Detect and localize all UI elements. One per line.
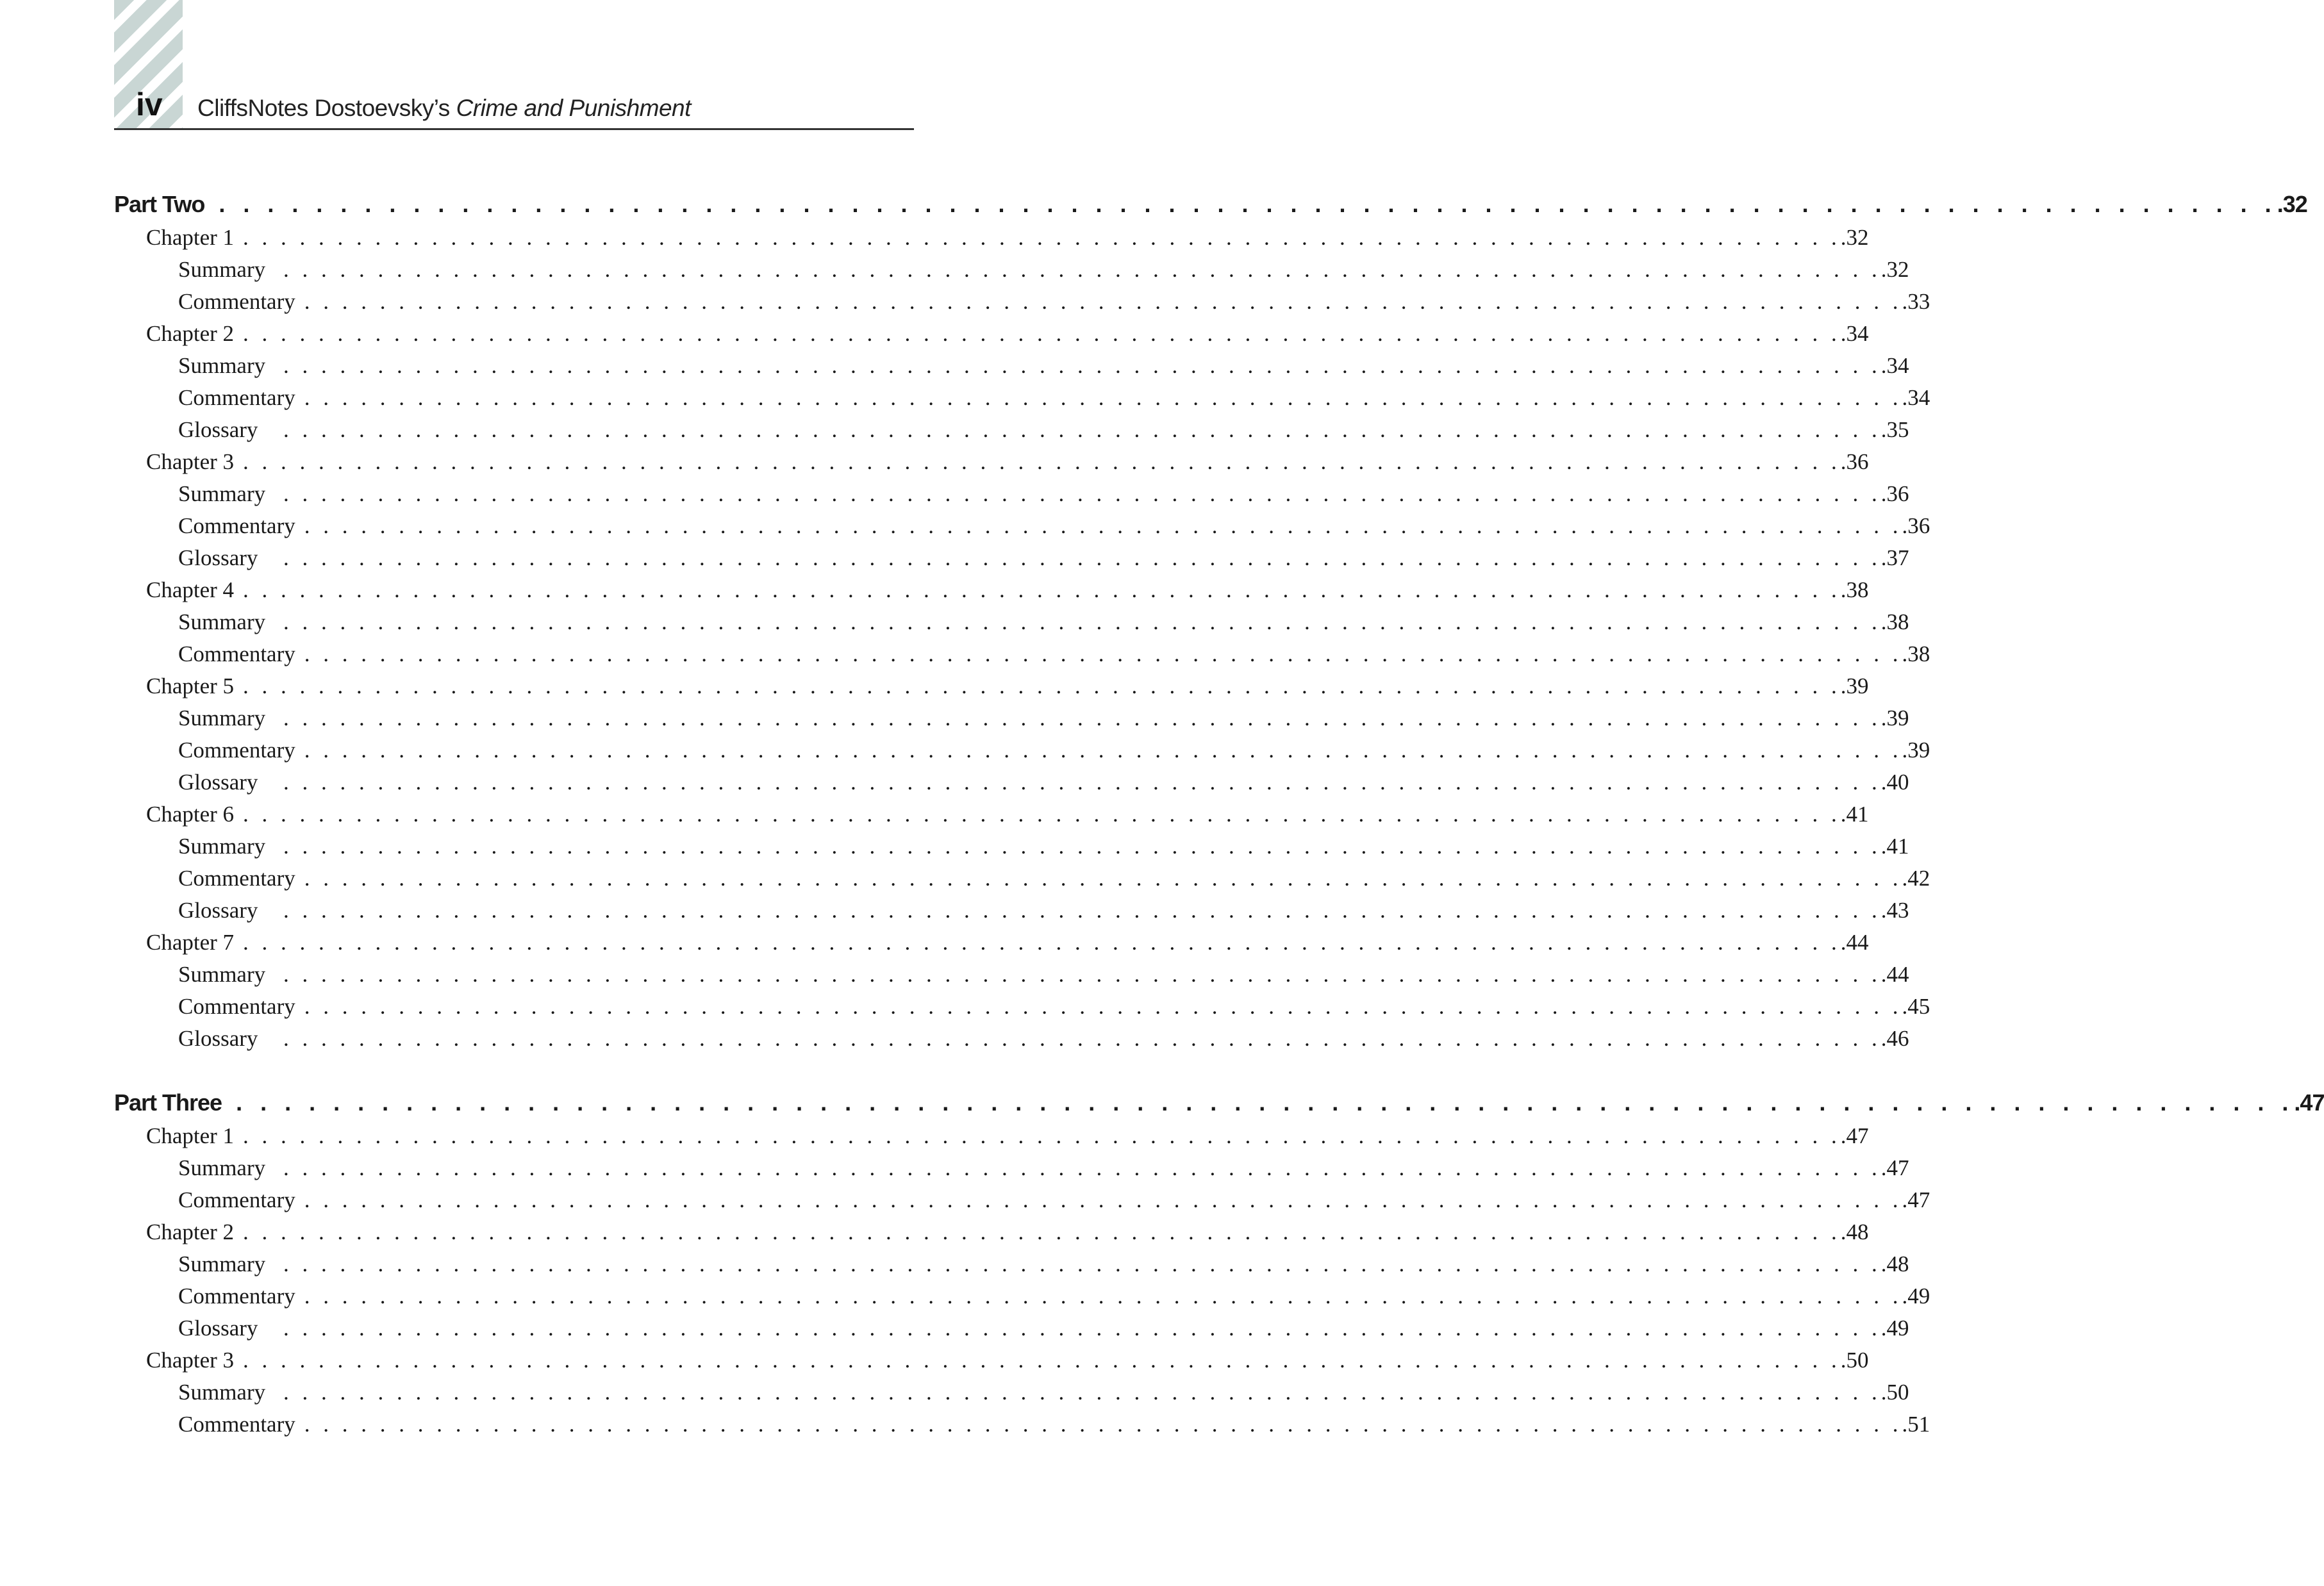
dot-leader: . . . . . . . . . . . . . . . . . . . . . . . . . . . . . . . . . . . . . . . . . . . . . . . . . . . . . . . . . . . . . . . . . . . . . . . . . . . . . . . . . . . . . — [283, 609, 1881, 634]
toc-entry-page: .49 — [1880, 1316, 1909, 1341]
dot-leader: . . . . . . . . . . . . . . . . . . . . . . . . . . . . . . . . . . . . . . . . . . . . . . . . . . . . . . . . . . . . . . . . . . . . . . . . . . . . . . . . . . . . . — [243, 1219, 1841, 1244]
toc-entry-page: .41 — [1880, 834, 1909, 859]
toc-entry-label: Commentary — [178, 994, 295, 1019]
toc-entry-page: .38 — [1840, 577, 1869, 602]
dot-leader: . . . . . . . . . . . . . . . . . . . . . . . . . . . . . . . . . . . . . . . . . . . . . . . . . . . . . . . . . . . . . . . . . . . . . . . . . . . . . . . . . . . . . — [304, 738, 1902, 763]
dot-leader: . . . . . . . . . . . . . . . . . . . . . . . . . . . . . . . . . . . . . . . . . . . . . . . . . . . . . . . . . . . . . . . . . . . . . . . . . . . . . . . . . . . . . — [283, 481, 1881, 506]
toc-chapter-entry[interactable] — [114, 798, 1869, 830]
toc-entry-page: .36 — [1840, 449, 1869, 474]
dot-leader: . . . . . . . . . . . . . . . . . . . . . . . . . . . . . . . . . . . . . . . . . . . . . . . . . . . . . . . . . . . . . . . . . . . . . . . . . . . . . . . . . . . . . — [283, 257, 1881, 282]
toc-entry-page: .44 — [1840, 930, 1869, 955]
dot-leader: . . . . . . . . . . . . . . . . . . . . . . . . . . . . . . . . . . . . . . . . . . . . . . . . . . . . . . . . . . . . . . . . . . . . . . . . . . . . . . . . . . . . . — [243, 930, 1841, 955]
toc-subentry[interactable] — [114, 1152, 1909, 1184]
toc-subentry[interactable] — [114, 542, 1909, 574]
dot-leader: . . . . . . . . . . . . . . . . . . . . . . . . . . . . . . . . . . . . . . . . . . . . . . . . . . . . . . . . . . . . . . . . . . . . . . . . . . . . . . . . . . . . . — [219, 191, 2277, 217]
dot-leader: . . . . . . . . . . . . . . . . . . . . . . . . . . . . . . . . . . . . . . . . . . . . . . . . . . . . . . . . . . . . . . . . . . . . . . . . . . . . . . . . . . . . . — [304, 1187, 1902, 1212]
toc-subentry[interactable] — [114, 702, 1909, 734]
toc-entry-page: .47 — [1840, 1123, 1869, 1148]
toc-subentry[interactable] — [114, 863, 1930, 895]
toc-entry-label: Glossary — [178, 417, 258, 442]
toc-entry-page: .40 — [1880, 770, 1909, 795]
dot-leader: . . . . . . . . . . . . . . . . . . . . . . . . . . . . . . . . . . . . . . . . . . . . . . . . . . . . . . . . . . . . . . . . . . . . . . . . . . . . . . . . . . . . . — [283, 1155, 1881, 1180]
dot-leader: . . . . . . . . . . . . . . . . . . . . . . . . . . . . . . . . . . . . . . . . . . . . . . . . . . . . . . . . . . . . . . . . . . . . . . . . . . . . . . . . . . . . . — [283, 834, 1881, 859]
toc-subentry[interactable] — [114, 478, 1909, 510]
toc-entry-page: .41 — [1840, 802, 1869, 827]
toc-subentry[interactable] — [114, 638, 1930, 670]
toc-entry-page: .38 — [1880, 609, 1909, 634]
toc-entry-label: Commentary — [178, 1412, 295, 1437]
toc-entry-page: .37 — [1880, 545, 1909, 570]
toc-subentry[interactable] — [114, 510, 1930, 542]
toc-subentry[interactable] — [114, 606, 1909, 638]
dot-leader: . . . . . . . . . . . . . . . . . . . . . . . . . . . . . . . . . . . . . . . . . . . . . . . . . . . . . . . . . . . . . . . . . . . . . . . . . . . . . . . . . . . . . — [304, 994, 1902, 1019]
dot-leader: . . . . . . . . . . . . . . . . . . . . . . . . . . . . . . . . . . . . . . . . . . . . . . . . . . . . . . . . . . . . . . . . . . . . . . . . . . . . . . . . . . . . . — [304, 1284, 1902, 1309]
toc-entry-page: .47 — [1902, 1187, 1930, 1212]
toc-entry-page: .36 — [1880, 481, 1909, 506]
toc-entry-label: Commentary — [178, 738, 295, 763]
toc-entry-page: .48 — [1880, 1251, 1909, 1276]
toc-subentry[interactable] — [114, 254, 1909, 286]
toc-entry-label: Glossary — [178, 898, 258, 923]
dot-leader: . . . . . . . . . . . . . . . . . . . . . . . . . . . . . . . . . . . . . . . . . . . . . . . . . . . . . . . . . . . . . . . . . . . . . . . . . . . . . . . . . . . . . — [283, 706, 1881, 731]
toc-entry-label: Chapter 1 — [146, 225, 235, 250]
toc-entry-page: .33 — [1902, 289, 1930, 314]
toc-entry-page: .39 — [1880, 706, 1909, 731]
toc-chapter-entry[interactable] — [114, 222, 1869, 254]
toc-entry-page: .34 — [1880, 353, 1909, 378]
toc-subentry[interactable] — [114, 382, 1930, 414]
toc-subentry[interactable] — [114, 1376, 1909, 1408]
toc-entry-label: Glossary — [178, 1316, 258, 1341]
toc-entry-label: Chapter 1 — [146, 1123, 235, 1148]
toc-subentry[interactable] — [114, 830, 1909, 863]
toc-entry-label: Summary — [178, 1380, 266, 1405]
dot-leader: . . . . . . . . . . . . . . . . . . . . . . . . . . . . . . . . . . . . . . . . . . . . . . . . . . . . . . . . . . . . . . . . . . . . . . . . . . . . . . . . . . . . . — [243, 802, 1841, 827]
toc-entry-label: Summary — [178, 609, 266, 634]
toc-entry-label: Commentary — [178, 289, 295, 314]
toc-entry-label: Chapter 3 — [146, 1348, 235, 1373]
toc-subentry[interactable] — [114, 1248, 1909, 1280]
toc-entry-page: .38 — [1902, 641, 1930, 666]
toc-entry-page: .50 — [1880, 1380, 1909, 1405]
toc-entry-page: .36 — [1902, 513, 1930, 538]
toc-subentry[interactable] — [114, 1312, 1909, 1344]
toc-entry-label: Chapter 4 — [146, 577, 235, 602]
toc-chapter-entry[interactable] — [114, 1216, 1869, 1248]
toc-entry-page: .47 — [2294, 1089, 2324, 1116]
toc-chapter-entry[interactable] — [114, 574, 1869, 606]
dot-leader: . . . . . . . . . . . . . . . . . . . . . . . . . . . . . . . . . . . . . . . . . . . . . . . . . . . . . . . . . . . . . . . . . . . . . . . . . . . . . . . . . . . . . — [283, 353, 1881, 378]
dot-leader: . . . . . . . . . . . . . . . . . . . . . . . . . . . . . . . . . . . . . . . . . . . . . . . . . . . . . . . . . . . . . . . . . . . . . . . . . . . . . . . . . . . . . — [304, 289, 1902, 314]
toc-entry-page: .49 — [1902, 1284, 1930, 1309]
dot-leader: . . . . . . . . . . . . . . . . . . . . . . . . . . . . . . . . . . . . . . . . . . . . . . . . . . . . . . . . . . . . . . . . . . . . . . . . . . . . . . . . . . . . . — [304, 1412, 1902, 1437]
toc-entry-label: Glossary — [178, 1026, 258, 1051]
toc-subentry[interactable] — [114, 1408, 1930, 1441]
toc-entry-page: .43 — [1880, 898, 1909, 923]
page-number: iv — [136, 87, 163, 122]
toc-section — [114, 1086, 2324, 1441]
toc-entry-label: Part Three — [114, 1089, 222, 1116]
toc-entry-page: .34 — [1902, 385, 1930, 410]
toc-part-entry[interactable] — [114, 1086, 2324, 1120]
toc-entry-label: Summary — [178, 481, 266, 506]
toc-chapter-entry[interactable] — [114, 670, 1869, 702]
toc-entry-label: Summary — [178, 834, 266, 859]
dot-leader: . . . . . . . . . . . . . . . . . . . . . . . . . . . . . . . . . . . . . . . . . . . . . . . . . . . . . . . . . . . . . . . . . . . . . . . . . . . . . . . . . . . . . — [283, 1251, 1881, 1276]
toc-entry-page: .32 — [1880, 257, 1909, 282]
dot-leader: . . . . . . . . . . . . . . . . . . . . . . . . . . . . . . . . . . . . . . . . . . . . . . . . . . . . . . . . . . . . . . . . . . . . . . . . . . . . . . . . . . . . . — [243, 321, 1841, 346]
toc-subentry[interactable] — [114, 991, 1930, 1023]
toc-entry-label: Summary — [178, 353, 266, 378]
toc-entry-label: Chapter 5 — [146, 673, 235, 698]
dot-leader: . . . . . . . . . . . . . . . . . . . . . . . . . . . . . . . . . . . . . . . . . . . . . . . . . . . . . . . . . . . . . . . . . . . . . . . . . . . . . . . . . . . . . — [243, 1348, 1841, 1373]
toc-entry-label: Part Two — [114, 191, 205, 217]
dot-leader: . . . . . . . . . . . . . . . . . . . . . . . . . . . . . . . . . . . . . . . . . . . . . . . . . . . . . . . . . . . . . . . . . . . . . . . . . . . . . . . . . . . . . — [236, 1089, 2295, 1116]
toc-entry-page: .45 — [1902, 994, 1930, 1019]
toc-subentry[interactable] — [114, 414, 1909, 446]
dot-leader: . . . . . . . . . . . . . . . . . . . . . . . . . . . . . . . . . . . . . . . . . . . . . . . . . . . . . . . . . . . . . . . . . . . . . . . . . . . . . . . . . . . . . — [243, 449, 1841, 474]
toc-entry-page: .32 — [1840, 225, 1869, 250]
toc-subentry[interactable] — [114, 1280, 1930, 1312]
toc-chapter-entry[interactable] — [114, 1344, 1869, 1376]
dot-leader: . . . . . . . . . . . . . . . . . . . . . . . . . . . . . . . . . . . . . . . . . . . . . . . . . . . . . . . . . . . . . . . . . . . . . . . . . . . . . . . . . . . . . — [283, 898, 1881, 923]
toc-entry-page: .32 — [2277, 191, 2307, 217]
header-rule — [114, 128, 914, 130]
toc-entry-label: Summary — [178, 706, 266, 731]
toc-entry-page: .35 — [1880, 417, 1909, 442]
toc-part-entry[interactable] — [114, 187, 2307, 222]
toc-entry-page: .39 — [1902, 738, 1930, 763]
toc-subentry[interactable] — [114, 959, 1909, 991]
dot-leader: . . . . . . . . . . . . . . . . . . . . . . . . . . . . . . . . . . . . . . . . . . . . . . . . . . . . . . . . . . . . . . . . . . . . . . . . . . . . . . . . . . . . . — [283, 770, 1881, 795]
toc-entry-page: .44 — [1880, 962, 1909, 987]
dot-leader: . . . . . . . . . . . . . . . . . . . . . . . . . . . . . . . . . . . . . . . . . . . . . . . . . . . . . . . . . . . . . . . . . . . . . . . . . . . . . . . . . . . . . — [283, 1380, 1881, 1405]
toc-entry-label: Chapter 6 — [146, 802, 235, 827]
running-title-prefix: CliffsNotes Dostoevsky’s — [197, 95, 456, 121]
dot-leader: . . . . . . . . . . . . . . . . . . . . . . . . . . . . . . . . . . . . . . . . . . . . . . . . . . . . . . . . . . . . . . . . . . . . . . . . . . . . . . . . . . . . . — [243, 1123, 1841, 1148]
dot-leader: . . . . . . . . . . . . . . . . . . . . . . . . . . . . . . . . . . . . . . . . . . . . . . . . . . . . . . . . . . . . . . . . . . . . . . . . . . . . . . . . . . . . . — [283, 962, 1881, 987]
toc-entry-label: Summary — [178, 1155, 266, 1180]
toc-entry-label: Chapter 2 — [146, 1219, 235, 1244]
dot-leader: . . . . . . . . . . . . . . . . . . . . . . . . . . . . . . . . . . . . . . . . . . . . . . . . . . . . . . . . . . . . . . . . . . . . . . . . . . . . . . . . . . . . . — [283, 545, 1881, 570]
dot-leader: . . . . . . . . . . . . . . . . . . . . . . . . . . . . . . . . . . . . . . . . . . . . . . . . . . . . . . . . . . . . . . . . . . . . . . . . . . . . . . . . . . . . . — [243, 225, 1841, 250]
toc-entry-label: Chapter 3 — [146, 449, 235, 474]
toc-entry-page: .48 — [1840, 1219, 1869, 1244]
dot-leader: . . . . . . . . . . . . . . . . . . . . . . . . . . . . . . . . . . . . . . . . . . . . . . . . . . . . . . . . . . . . . . . . . . . . . . . . . . . . . . . . . . . . . — [283, 417, 1881, 442]
toc-chapter-entry[interactable] — [114, 927, 1869, 959]
dot-leader: . . . . . . . . . . . . . . . . . . . . . . . . . . . . . . . . . . . . . . . . . . . . . . . . . . . . . . . . . . . . . . . . . . . . . . . . . . . . . . . . . . . . . — [304, 641, 1902, 666]
toc-entry-page: .42 — [1902, 866, 1930, 891]
running-title-book: Crime and Punishment — [456, 95, 691, 121]
toc-entry-label: Chapter 7 — [146, 930, 235, 955]
dot-leader: . . . . . . . . . . . . . . . . . . . . . . . . . . . . . . . . . . . . . . . . . . . . . . . . . . . . . . . . . . . . . . . . . . . . . . . . . . . . . . . . . . . . . — [283, 1026, 1881, 1051]
toc-entry-label: Chapter 2 — [146, 321, 235, 346]
toc-entry-page: .39 — [1840, 673, 1869, 698]
toc-subentry[interactable] — [114, 1184, 1930, 1216]
dot-leader: . . . . . . . . . . . . . . . . . . . . . . . . . . . . . . . . . . . . . . . . . . . . . . . . . . . . . . . . . . . . . . . . . . . . . . . . . . . . . . . . . . . . . — [243, 673, 1841, 698]
toc-entry-page: .50 — [1840, 1348, 1869, 1373]
toc-entry-page: .47 — [1880, 1155, 1909, 1180]
toc-entry-label: Commentary — [178, 866, 295, 891]
toc-entry-label: Glossary — [178, 545, 258, 570]
toc-entry-label: Commentary — [178, 1284, 295, 1309]
toc-entry-label: Commentary — [178, 641, 295, 666]
dot-leader: . . . . . . . . . . . . . . . . . . . . . . . . . . . . . . . . . . . . . . . . . . . . . . . . . . . . . . . . . . . . . . . . . . . . . . . . . . . . . . . . . . . . . — [304, 513, 1902, 538]
toc-entry-page: .51 — [1902, 1412, 1930, 1437]
toc-entry-label: Commentary — [178, 1187, 295, 1212]
toc-subentry[interactable] — [114, 895, 1909, 927]
toc-entry-page: .46 — [1880, 1026, 1909, 1051]
toc-entry-label: Glossary — [178, 770, 258, 795]
toc-subentry[interactable] — [114, 350, 1909, 382]
toc-entry-label: Commentary — [178, 385, 295, 410]
running-title — [197, 94, 691, 122]
toc-chapter-entry[interactable] — [114, 318, 1869, 350]
toc-subentry[interactable] — [114, 1023, 1909, 1055]
toc-entry-label: Commentary — [178, 513, 295, 538]
toc-entry-label: Summary — [178, 962, 266, 987]
dot-leader: . . . . . . . . . . . . . . . . . . . . . . . . . . . . . . . . . . . . . . . . . . . . . . . . . . . . . . . . . . . . . . . . . . . . . . . . . . . . . . . . . . . . . — [304, 385, 1902, 410]
toc-chapter-entry[interactable] — [114, 446, 1869, 478]
toc-entry-label: Summary — [178, 257, 266, 282]
toc-subentry[interactable] — [114, 734, 1930, 766]
dot-leader: . . . . . . . . . . . . . . . . . . . . . . . . . . . . . . . . . . . . . . . . . . . . . . . . . . . . . . . . . . . . . . . . . . . . . . . . . . . . . . . . . . . . . — [304, 866, 1902, 891]
dot-leader: . . . . . . . . . . . . . . . . . . . . . . . . . . . . . . . . . . . . . . . . . . . . . . . . . . . . . . . . . . . . . . . . . . . . . . . . . . . . . . . . . . . . . — [283, 1316, 1881, 1341]
toc-section — [114, 187, 2307, 1055]
toc-subentry[interactable] — [114, 766, 1909, 798]
dot-leader: . . . . . . . . . . . . . . . . . . . . . . . . . . . . . . . . . . . . . . . . . . . . . . . . . . . . . . . . . . . . . . . . . . . . . . . . . . . . . . . . . . . . . — [243, 577, 1841, 602]
toc-entry-label: Summary — [178, 1251, 266, 1276]
toc-chapter-entry[interactable] — [114, 1120, 1869, 1152]
toc-entry-page: .34 — [1840, 321, 1869, 346]
table-of-contents — [114, 187, 2324, 1471]
toc-subentry[interactable] — [114, 286, 1930, 318]
